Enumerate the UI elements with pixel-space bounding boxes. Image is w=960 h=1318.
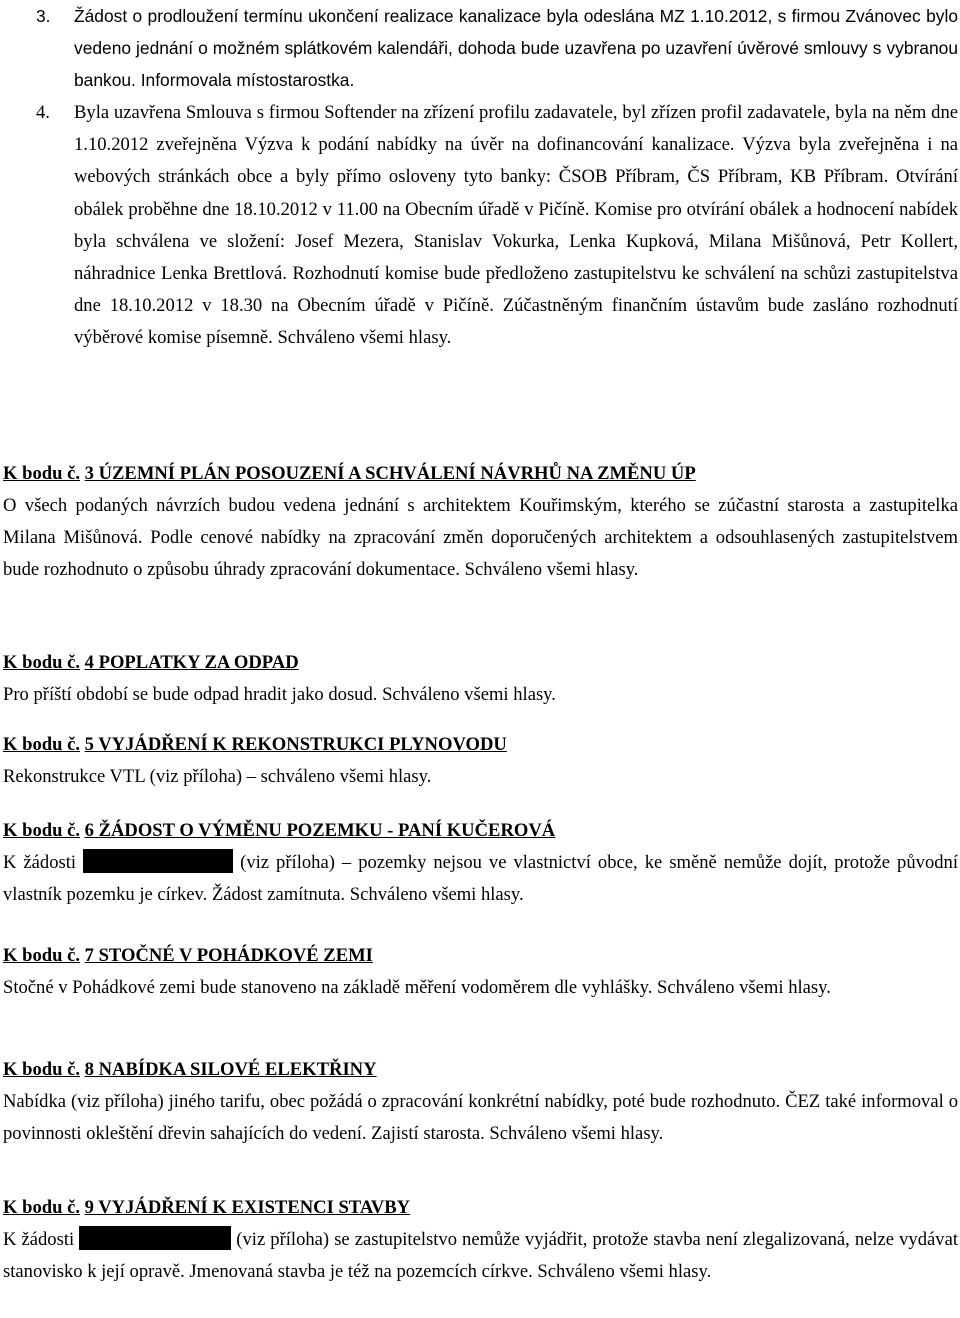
section-text: O všech podaných návrzích budou vedena jednání s architektem Kouřimským, kterého se zúčastní starosta a zastupitelka Milana Mišůnová. Podle cenové nabídky na zpracování změn doporučených architektem a odsouhlasených zastupitelstvem bude rozhodnuto o způsobu úhrady zpracování dokumentace. Schváleno všemi hlasy. — [3, 495, 958, 580]
section-heading — [3, 729, 958, 761]
section-title: 3 ÚZEMNÍ PLÁN POSOUZENÍ A SCHVÁLENÍ NÁVRHŮ NA ZMĚNU ÚP — [84, 463, 696, 484]
section-heading — [3, 1054, 958, 1086]
section-prefix: K bodu č. — [3, 652, 80, 673]
list-item-3 — [36, 0, 958, 97]
section-prefix: K bodu č. — [3, 945, 80, 966]
section-bod-5 — [3, 729, 958, 793]
section-prefix: K bodu č. — [3, 463, 80, 484]
section-heading — [3, 1192, 958, 1224]
section-text: Rekonstrukce VTL (viz příloha) – schváleno všemi hlasy. — [3, 766, 432, 787]
list-text: Byla uzavřena Smlouva s firmou Softender na zřízení profilu zadavatele, byl zřízen profil zadavatele, byla na něm dne 1.10.2012 zveřejněna Výzva k podání nabídky na úvěr na dofinancování kanalizace. Výzva byla zveřejněna i na webových stránkách obce a byly přímo osloveny tyto banky: ČSOB Příbram, ČS Příbram, KB Příbram. Otvírání obálek proběhne dne 18.10.2012 v 11.00 na Obecním úřadě v Pičíně. Komise pro otvírání obálek a hodnocení nabídek byla schválena ve složení: Josef Mezera, Stanislav Vokurka, Lenka Kupková, Milana Mišůnová, Petr Kollert, náhradnice Lenka Brettlová. Rozhodnutí komise bude předloženo zastupitelstvu ke schválení na schůzi zastupitelstva dne 18.10.2012 v 18.30 na Obecním úřadě v Pičíně. Zúčastněným finančním ústavům bude zasláno rozhodnutí výběrové komise písemně. Schváleno všemi hlasy. — [74, 102, 958, 349]
text-before-redaction: K žádosti — [3, 1229, 75, 1250]
section-prefix: K bodu č. — [3, 820, 80, 841]
list-number: 4. — [36, 102, 50, 123]
section-heading — [3, 647, 958, 679]
section-bod-8 — [3, 1054, 958, 1150]
section-text: Nabídka (viz příloha) jiného tarifu, obec požádá o zpracování konkrétní nabídky, poté bude rozhodnuto. ČEZ také informoval o povinnosti okleštění dřevin sahajících do vedení. Zajistí starosta. Schváleno všemi hlasy. — [3, 1091, 958, 1144]
section-text — [3, 1224, 958, 1288]
section-text: Stočné v Pohádkové zemi bude stanoveno na základě měření vodoměrem dle vyhlášky. Schváleno všemi hlasy. — [3, 977, 831, 998]
section-title: 6 ŽÁDOST O VÝMĚNU POZEMKU - PANÍ KUČEROVÁ — [84, 820, 556, 841]
section-heading — [3, 458, 958, 490]
text-after-redaction: (viz příloha) – pozemky nejsou ve vlastnictví obce, ke směně nemůže dojít, protože původní vlastník pozemku je církev. Žádost zamítnuta. Schváleno všemi hlasy. — [3, 852, 959, 905]
text-before-redaction: K žádosti — [3, 852, 77, 873]
section-bod-3 — [3, 458, 958, 585]
list-item-4 — [36, 97, 958, 355]
section-bod-7 — [3, 940, 958, 1004]
section-title: 4 POPLATKY ZA ODPAD — [84, 652, 299, 673]
list-text: Žádost o prodloužení termínu ukončení realizace kanalizace byla odeslána MZ 1.10.2012, s firmou Zvánovec bylo vedeno jednání o možném splátkovém kalendáři, dohoda bude uzavřena po uzavření úvěrové smlouvy s vybranou bankou. Informovala místostarostka. — [74, 6, 958, 91]
section-title: 8 NABÍDKA SILOVÉ ELEKTŘINY — [84, 1059, 377, 1080]
section-bod-6 — [3, 815, 958, 911]
section-heading — [3, 940, 958, 972]
text-after-redaction: (viz příloha) se zastupitelstvo nemůže vyjádřit, protože stavba není zlegalizovaná, nelze vydávat stanovisko k její opravě. Jmenovaná stavba je též na pozemcích církve. Schváleno všemi hlasy. — [3, 1229, 958, 1282]
section-bod-4 — [3, 647, 958, 711]
redacted-name-block — [83, 849, 233, 873]
section-title: 9 VYJÁDŘENÍ K EXISTENCI STAVBY — [84, 1197, 411, 1218]
section-title: 7 STOČNÉ V POHÁDKOVÉ ZEMI — [84, 945, 373, 966]
section-bod-9 — [3, 1192, 958, 1288]
section-title: 5 VYJÁDŘENÍ K REKONSTRUKCI PLYNOVODU — [84, 734, 507, 755]
section-prefix: K bodu č. — [3, 1059, 80, 1080]
section-heading — [3, 815, 958, 847]
section-text — [3, 847, 958, 911]
section-prefix: K bodu č. — [3, 1197, 80, 1218]
redacted-name-block — [79, 1226, 231, 1250]
section-text: Pro příští období se bude odpad hradit jako dosud. Schváleno všemi hlasy. — [3, 684, 556, 705]
list-number: 3. — [36, 6, 51, 26]
section-prefix: K bodu č. — [3, 734, 80, 755]
